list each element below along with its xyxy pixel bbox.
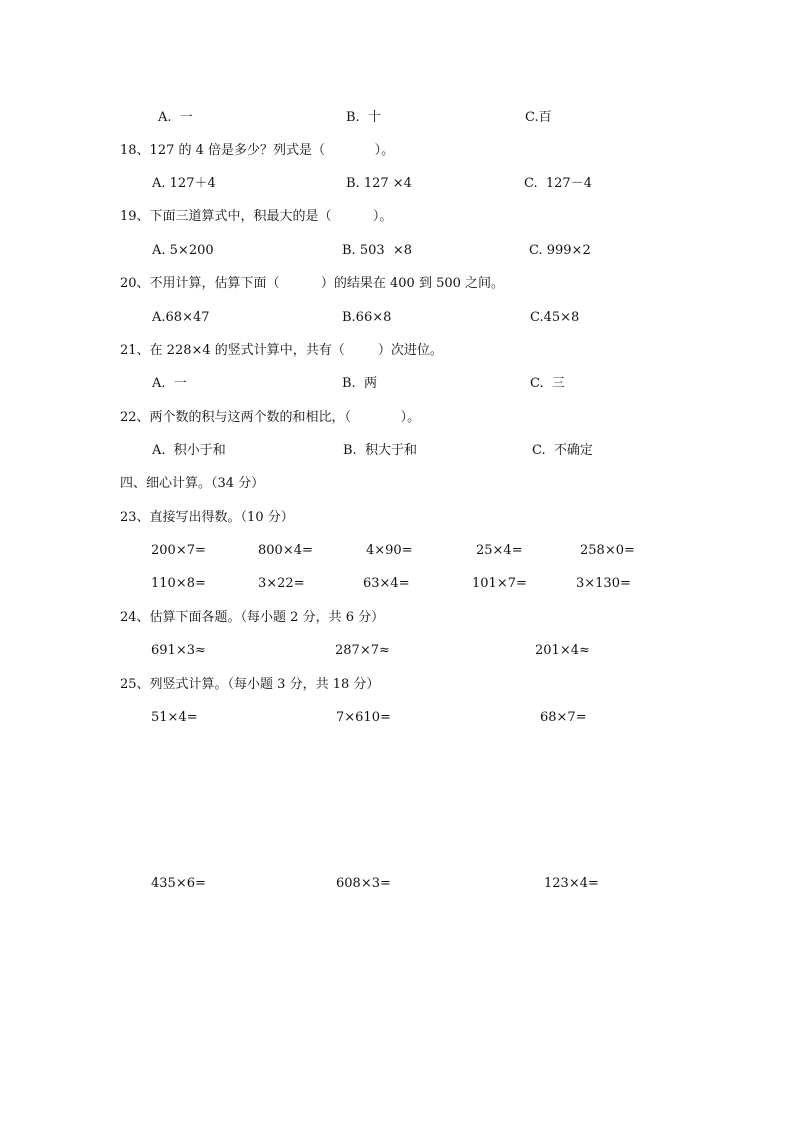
q23-item: 110×8= <box>151 576 206 591</box>
q23-item: 101×7= <box>472 576 527 591</box>
q25-item: 608×3= <box>336 876 391 891</box>
question-22-stem: 22、两个数的积与这两个数的和相比，（ ）。 <box>120 410 421 425</box>
q17-option-c: C.百 <box>525 110 552 125</box>
q25-item: 123×4= <box>544 876 599 891</box>
q23-item: 25×4= <box>476 543 523 558</box>
question-23-stem: 23、直接写出得数。（10 分） <box>120 510 294 525</box>
q24-item: 691×3≈ <box>151 643 206 658</box>
question-20-stem: 20、不用计算，估算下面（ ）的结果在 400 到 500 之间。 <box>120 276 505 291</box>
q23-item: 4×90= <box>366 543 413 558</box>
q21-option-b: B. 两 <box>342 376 377 391</box>
q23-item: 258×0= <box>580 543 635 558</box>
q20-option-c: C.45×8 <box>530 310 580 325</box>
question-25-stem: 25、列竖式计算。（每小题 3 分，共 18 分） <box>120 677 380 692</box>
q18-option-b: B. 127 ×4 <box>346 176 412 191</box>
q21-option-c: C. 三 <box>530 376 565 391</box>
q21-option-a: A. 一 <box>152 376 187 391</box>
q18-option-c: C. 127－4 <box>524 176 592 191</box>
q20-option-a: A.68×47 <box>152 310 210 325</box>
q24-item: 287×7≈ <box>335 643 390 658</box>
section-4-title: 四、细心计算。（34 分） <box>120 476 265 491</box>
q23-item: 63×4= <box>363 576 410 591</box>
q25-item: 435×6= <box>151 876 206 891</box>
q19-option-c: C. 999×2 <box>529 243 591 258</box>
q23-item: 3×22= <box>258 576 305 591</box>
question-19-stem: 19、下面三道算式中，积最大的是（ ）。 <box>120 209 393 224</box>
question-21-stem: 21、在 228×4 的竖式计算中，共有（ ）次进位。 <box>120 343 443 358</box>
q23-item: 3×130= <box>576 576 631 591</box>
q22-option-c: C. 不确定 <box>532 443 593 458</box>
q18-option-a: A. 127＋4 <box>152 176 216 191</box>
q23-item: 800×4= <box>258 543 313 558</box>
q19-option-b: B. 503 ×8 <box>342 243 413 258</box>
question-24-stem: 24、估算下面各题。（每小题 2 分，共 6 分） <box>120 610 385 625</box>
question-18-stem: 18、127 的 4 倍是多少？列式是（ ）。 <box>120 143 395 158</box>
q25-item: 68×7= <box>540 710 587 725</box>
q23-item: 200×7= <box>151 543 206 558</box>
q25-item: 51×4= <box>151 710 198 725</box>
q19-option-a: A. 5×200 <box>152 243 214 258</box>
q22-option-a: A. 积小于和 <box>152 443 226 458</box>
q17-option-b: B. 十 <box>346 110 381 125</box>
q25-item: 7×610= <box>336 710 391 725</box>
q20-option-b: B.66×8 <box>342 310 392 325</box>
q24-item: 201×4≈ <box>535 643 590 658</box>
q22-option-b: B. 积大于和 <box>343 443 417 458</box>
q17-option-a: A. 一 <box>158 110 193 125</box>
